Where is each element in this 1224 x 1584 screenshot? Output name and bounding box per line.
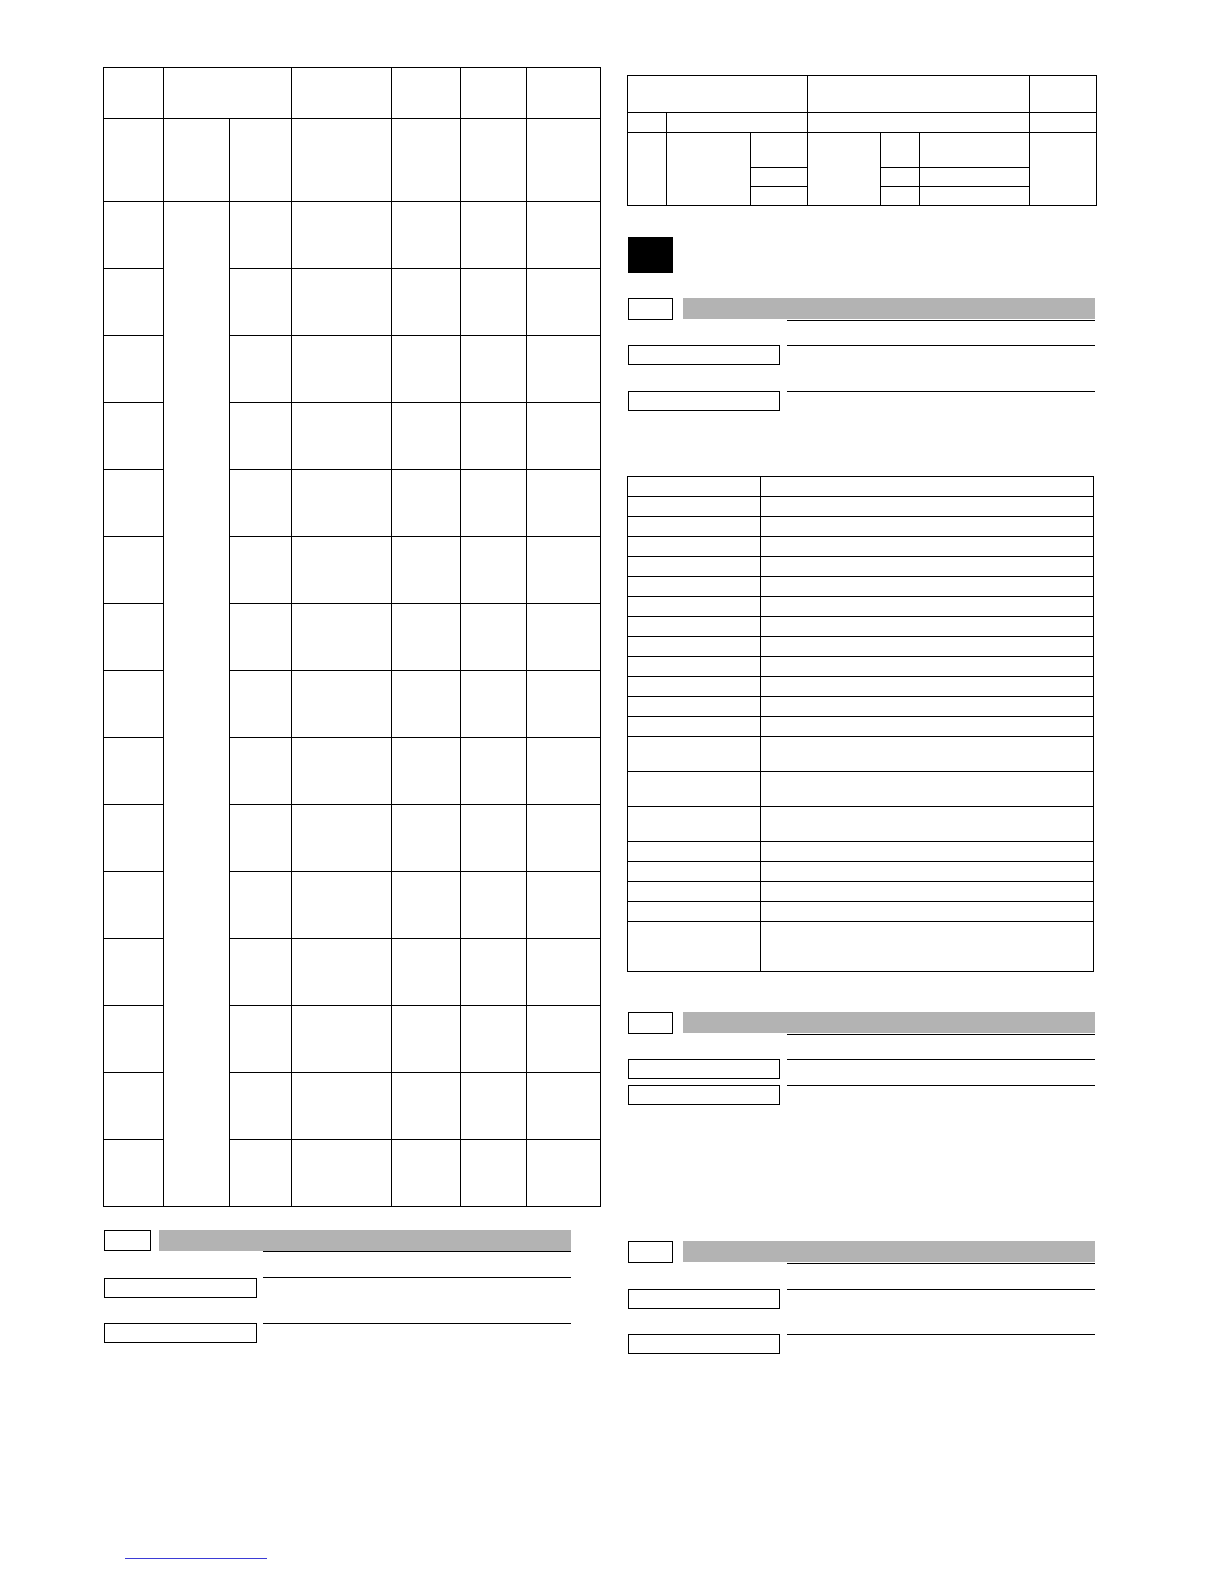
table-cell: [527, 537, 601, 604]
table-cell: [230, 738, 292, 805]
divider: [787, 1334, 1095, 1335]
divider: [787, 345, 1095, 346]
table-cell: [461, 470, 527, 537]
table-cell: [461, 872, 527, 939]
list-term-cell: [628, 637, 761, 657]
list-desc-cell: [761, 807, 1094, 842]
list-desc-cell: [761, 497, 1094, 517]
list-row: [628, 862, 1094, 882]
list-row: [628, 677, 1094, 697]
list-row: [628, 737, 1094, 772]
table-cell: [292, 1006, 392, 1073]
list-term-cell: [628, 597, 761, 617]
list-desc-cell: [761, 517, 1094, 537]
list-desc-cell: [761, 617, 1094, 637]
divider: [263, 1277, 571, 1278]
table-cell: [292, 738, 392, 805]
subheader-cell: [292, 119, 392, 202]
section-title-bar: [159, 1230, 571, 1251]
list-desc-cell: [761, 537, 1094, 557]
table-cell: [461, 403, 527, 470]
table-cell: [527, 470, 601, 537]
table-cell: [920, 168, 1030, 187]
table-cell: [527, 336, 601, 403]
table-cell: [392, 403, 461, 470]
list-term-cell: [628, 657, 761, 677]
list-term-cell: [628, 537, 761, 557]
table-cell: [461, 269, 527, 336]
table-cell: [461, 202, 527, 269]
table-cell: [292, 939, 392, 1006]
table-cell: [527, 805, 601, 872]
list-desc-cell: [761, 922, 1094, 972]
header-cell: [527, 68, 601, 119]
list-term-cell: [628, 577, 761, 597]
table-cell: [751, 133, 808, 168]
table-cell: [392, 1073, 461, 1140]
divider: [787, 391, 1095, 392]
list-term-cell: [628, 922, 761, 972]
table-cell: [104, 470, 164, 537]
subheader-cell: [104, 119, 164, 202]
divider: [263, 1251, 571, 1252]
table-cell: [292, 671, 392, 738]
table-cell: [230, 1140, 292, 1207]
table-cell: [230, 1073, 292, 1140]
table-cell: [392, 805, 461, 872]
table-cell: [392, 671, 461, 738]
list-term-cell: [628, 882, 761, 902]
table-cell: [527, 738, 601, 805]
table-cell: [230, 537, 292, 604]
table-cell: [392, 939, 461, 1006]
table-cell: [392, 202, 461, 269]
table-cell: [628, 113, 667, 133]
table-cell: [461, 1006, 527, 1073]
subheader-cell: [164, 119, 230, 202]
header-cell: [292, 68, 392, 119]
list-row: [628, 882, 1094, 902]
list-row: [628, 497, 1094, 517]
list-desc-cell: [761, 737, 1094, 772]
list-desc-cell: [761, 637, 1094, 657]
list-term-cell: [628, 557, 761, 577]
list-desc-cell: [761, 477, 1094, 497]
table-cell: [527, 1006, 601, 1073]
list-term-cell: [628, 737, 761, 772]
list-row: [628, 807, 1094, 842]
table-cell: [527, 872, 601, 939]
list-desc-cell: [761, 697, 1094, 717]
table-cell: [230, 671, 292, 738]
table-cell: [461, 738, 527, 805]
list-term-cell: [628, 862, 761, 882]
header-cell: [104, 68, 164, 119]
table-cell: [104, 1140, 164, 1207]
table-cell: [104, 738, 164, 805]
chapter-marker-block: [628, 237, 673, 273]
section-code-box: [628, 298, 673, 320]
table-cell: [230, 269, 292, 336]
list-row: [628, 657, 1094, 677]
table-cell: [920, 187, 1030, 206]
list-desc-cell: [761, 677, 1094, 697]
list-desc-cell: [761, 657, 1094, 677]
table-cell: [392, 604, 461, 671]
table-cell: [104, 939, 164, 1006]
list-desc-cell: [761, 862, 1094, 882]
list-term-cell: [628, 617, 761, 637]
list-row: [628, 537, 1094, 557]
list-row: [628, 842, 1094, 862]
table-cell: [292, 604, 392, 671]
list-row: [628, 517, 1094, 537]
field-label-box: [628, 1289, 780, 1309]
table-cell: [230, 470, 292, 537]
table-cell: [392, 1140, 461, 1207]
table-cell: [292, 336, 392, 403]
table-cell: [292, 1140, 392, 1207]
table-cell: [230, 872, 292, 939]
field-label-box: [628, 345, 780, 365]
table-header-row: [628, 76, 1097, 113]
right-list-table: [627, 476, 1094, 972]
list-row: [628, 477, 1094, 497]
list-row: [628, 772, 1094, 807]
table-cell: [628, 133, 667, 206]
divider: [787, 1034, 1095, 1035]
list-row: [628, 717, 1094, 737]
section-code-box: [628, 1241, 673, 1263]
header-cell: [628, 76, 808, 113]
table-cell: [104, 805, 164, 872]
section-title-bar: [683, 1241, 1095, 1262]
table-cell: [461, 336, 527, 403]
table-cell: [104, 403, 164, 470]
table-subheader-row: [104, 119, 601, 202]
table-cell: [392, 537, 461, 604]
section-code-box: [628, 1012, 673, 1034]
table-cell: [104, 537, 164, 604]
table-cell: [751, 168, 808, 187]
list-term-cell: [628, 517, 761, 537]
table-header-row: [104, 68, 601, 119]
table-cell: [461, 671, 527, 738]
table-cell: [104, 1073, 164, 1140]
list-desc-cell: [761, 597, 1094, 617]
table-cell: [104, 604, 164, 671]
table-cell: [392, 336, 461, 403]
table-cell: [461, 1140, 527, 1207]
header-cell: [164, 68, 292, 119]
list-term-cell: [628, 902, 761, 922]
table-cell: [292, 1073, 392, 1140]
table-cell: [292, 202, 392, 269]
table-cell: [1030, 133, 1097, 206]
section-title-bar: [683, 298, 1095, 319]
list-term-cell: [628, 677, 761, 697]
table-cell: [392, 738, 461, 805]
table-cell: [881, 187, 920, 206]
table-cell: [881, 133, 920, 168]
header-cell: [392, 68, 461, 119]
table-cell: [230, 1006, 292, 1073]
table-cell: [230, 403, 292, 470]
table-cell: [461, 1073, 527, 1140]
table-cell: [392, 872, 461, 939]
subheader-cell: [392, 119, 461, 202]
list-term-cell: [628, 717, 761, 737]
table-cell: [104, 872, 164, 939]
header-cell: [1030, 76, 1097, 113]
table-cell: [292, 872, 392, 939]
divider: [263, 1323, 571, 1324]
right-top-table: [627, 75, 1097, 206]
list-row: [628, 577, 1094, 597]
section-code-box: [104, 1230, 151, 1251]
table-row: [104, 202, 601, 269]
list-row: [628, 557, 1094, 577]
list-desc-cell: [761, 577, 1094, 597]
list-term-cell: [628, 772, 761, 807]
list-row: [628, 697, 1094, 717]
list-desc-cell: [761, 882, 1094, 902]
list-row: [628, 617, 1094, 637]
divider: [787, 1085, 1095, 1086]
subheader-cell: [461, 119, 527, 202]
table-cell: [527, 269, 601, 336]
table-cell: [104, 1006, 164, 1073]
list-desc-cell: [761, 902, 1094, 922]
subheader-cell: [230, 119, 292, 202]
list-term-cell: [628, 477, 761, 497]
table-row: [628, 113, 1097, 133]
table-cell: [751, 187, 808, 206]
list-row: [628, 597, 1094, 617]
list-desc-cell: [761, 842, 1094, 862]
list-term-cell: [628, 842, 761, 862]
subheader-cell: [527, 119, 601, 202]
table-cell: [527, 202, 601, 269]
table-cell: [104, 269, 164, 336]
divider: [787, 1263, 1095, 1264]
table-cell: [808, 113, 1030, 133]
table-cell: [230, 202, 292, 269]
list-term-cell: [628, 807, 761, 842]
field-label-box: [104, 1323, 257, 1343]
divider: [787, 320, 1095, 321]
list-row: [628, 922, 1094, 972]
list-desc-cell: [761, 557, 1094, 577]
divider: [787, 1059, 1095, 1060]
table-cell: [461, 805, 527, 872]
table-cell: [527, 1073, 601, 1140]
table-cell: [461, 604, 527, 671]
table-cell: [104, 336, 164, 403]
table-cell: [392, 470, 461, 537]
table-cell: [230, 604, 292, 671]
table-cell: [461, 537, 527, 604]
table-cell: [808, 133, 881, 206]
left-spec-table: [103, 67, 601, 1207]
table-cell: [461, 939, 527, 1006]
table-cell: [230, 805, 292, 872]
section-title-bar: [683, 1012, 1095, 1033]
table-cell: [104, 671, 164, 738]
table-cell: [527, 403, 601, 470]
header-cell: [808, 76, 1030, 113]
table-cell: [527, 1140, 601, 1207]
table-cell: [527, 604, 601, 671]
merged-cell: [164, 202, 230, 1207]
header-cell: [461, 68, 527, 119]
table-cell: [104, 202, 164, 269]
table-cell: [392, 1006, 461, 1073]
table-cell: [920, 133, 1030, 168]
table-cell: [667, 133, 751, 206]
footer-link[interactable]: [125, 1558, 267, 1559]
table-cell: [1030, 113, 1097, 133]
table-cell: [527, 671, 601, 738]
table-row: [628, 133, 1097, 168]
table-cell: [230, 336, 292, 403]
field-label-box: [628, 1059, 780, 1079]
table-cell: [292, 470, 392, 537]
table-cell: [392, 269, 461, 336]
list-desc-cell: [761, 772, 1094, 807]
table-cell: [230, 939, 292, 1006]
list-desc-cell: [761, 717, 1094, 737]
table-cell: [527, 939, 601, 1006]
table-cell: [292, 537, 392, 604]
divider: [787, 1289, 1095, 1290]
list-term-cell: [628, 497, 761, 517]
field-label-box: [628, 1334, 780, 1354]
list-row: [628, 637, 1094, 657]
table-cell: [667, 113, 808, 133]
table-cell: [881, 168, 920, 187]
table-cell: [292, 269, 392, 336]
field-label-box: [104, 1278, 257, 1298]
list-row: [628, 902, 1094, 922]
field-label-box: [628, 1085, 780, 1105]
table-cell: [292, 403, 392, 470]
field-label-box: [628, 391, 780, 411]
list-term-cell: [628, 697, 761, 717]
table-cell: [292, 805, 392, 872]
